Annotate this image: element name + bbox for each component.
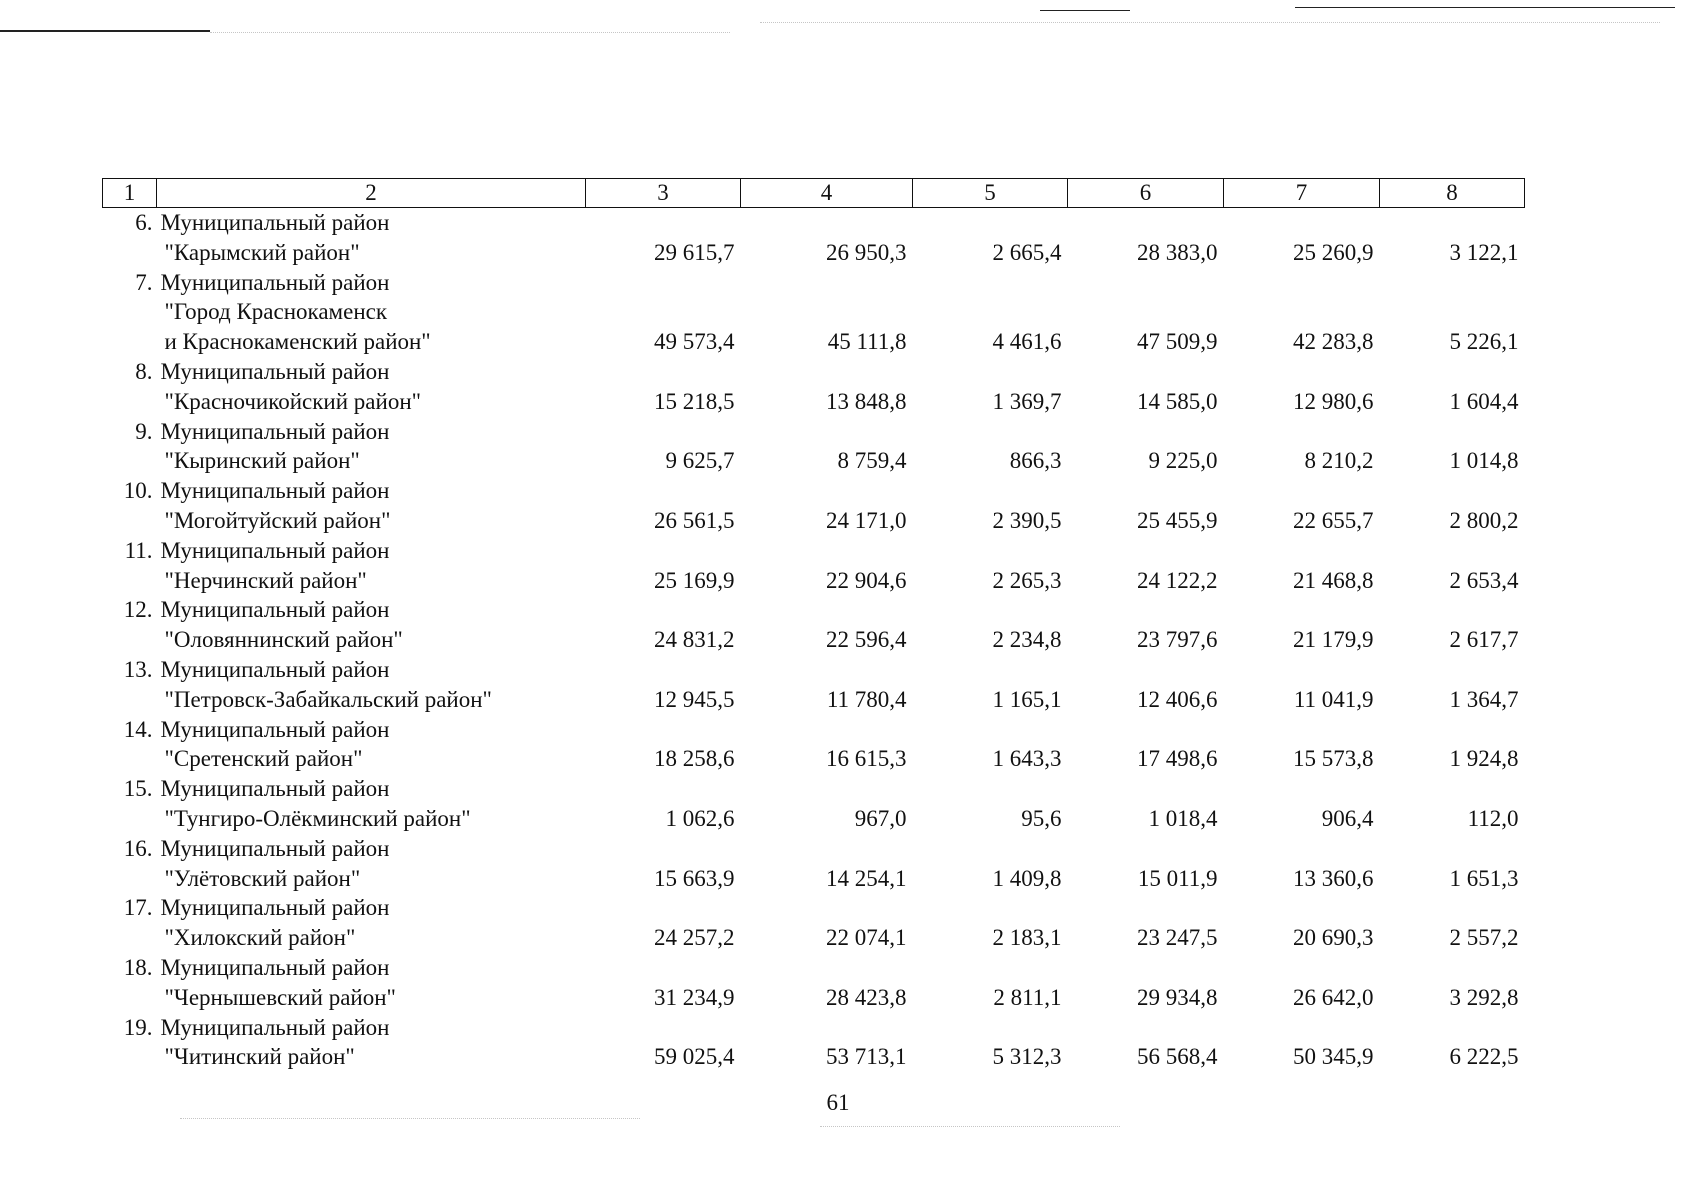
value-cell: 1 604,4 [1449, 388, 1519, 414]
column-header: 1 [103, 179, 157, 208]
value-cell: 18 258,6 [654, 746, 735, 772]
value-cell: 12 406,6 [1137, 686, 1218, 712]
value-cell: 15 011,9 [1137, 865, 1218, 891]
value-cell: 13 848,8 [826, 388, 907, 414]
value-cell: 2 665,4 [992, 239, 1062, 265]
district-name-line: "Нерчинский район" [164, 567, 367, 593]
value-cell: 56 568,4 [1137, 1044, 1218, 1070]
value-cell: 15 218,5 [654, 388, 735, 414]
district-name [157, 417, 586, 477]
value-cell: 12 980,6 [1293, 388, 1374, 414]
value-cell: 26 950,3 [826, 239, 907, 265]
district-name-line: Муниципальный район [160, 895, 390, 921]
value-cell: 1 165,1 [992, 686, 1062, 712]
district-name-line: Муниципальный район [160, 716, 390, 742]
value-cell: 22 596,4 [826, 627, 907, 653]
value-cell: 15 573,8 [1293, 746, 1374, 772]
district-name-line: "Хилокский район" [164, 925, 356, 951]
table-row [103, 1013, 1525, 1073]
district-name-line: "Город Краснокаменск [164, 299, 388, 325]
value-cell: 112,0 [1467, 805, 1519, 831]
row-number: 19. [123, 1014, 153, 1040]
table-row [103, 476, 1525, 536]
value-cell: 21 179,9 [1293, 627, 1374, 653]
value-cell: 8 759,4 [837, 448, 907, 474]
district-name-line: Муниципальный район [160, 597, 390, 623]
value-cell: 24 122,2 [1137, 567, 1218, 593]
value-cell: 2 800,2 [1449, 507, 1519, 533]
value-cell: 24 257,2 [654, 925, 735, 951]
district-name-line: "Кыринский район" [164, 448, 360, 474]
table-row [103, 208, 1525, 268]
value-cell: 23 797,6 [1137, 627, 1218, 653]
value-cell: 28 423,8 [826, 984, 907, 1010]
value-cell: 3 292,8 [1449, 984, 1519, 1010]
value-cell: 8 210,2 [1304, 448, 1374, 474]
row-number: 13. [123, 656, 153, 682]
row-number: 8. [135, 358, 153, 384]
value-cell: 25 260,9 [1293, 239, 1374, 265]
value-cell: 5 226,1 [1449, 329, 1519, 355]
value-cell: 13 360,6 [1293, 865, 1374, 891]
district-name-line: Муниципальный район [160, 776, 390, 802]
district-name [157, 893, 586, 953]
value-cell: 1 651,3 [1449, 865, 1519, 891]
value-cell: 1 062,6 [665, 805, 735, 831]
district-name [157, 774, 586, 834]
value-cell: 2 557,2 [1449, 925, 1519, 951]
value-cell: 906,4 [1321, 805, 1374, 831]
district-name-line: Муниципальный район [160, 269, 390, 295]
district-name [157, 536, 586, 596]
value-cell: 25 169,9 [654, 567, 735, 593]
district-name-line: "Карымский район" [164, 239, 360, 265]
value-cell: 49 573,4 [654, 329, 735, 355]
value-cell: 1 924,8 [1449, 746, 1519, 772]
district-name [157, 357, 586, 417]
district-name [157, 655, 586, 715]
table-row [103, 953, 1525, 1013]
value-cell: 95,6 [1021, 805, 1062, 831]
value-cell: 22 655,7 [1293, 507, 1374, 533]
district-name-line: Муниципальный район [160, 210, 390, 235]
value-cell: 2 265,3 [992, 567, 1062, 593]
scan-noise [820, 1126, 1120, 1128]
value-cell: 11 780,4 [826, 686, 907, 712]
budget-table [102, 178, 1525, 1072]
district-name-line: "Улётовский район" [164, 865, 361, 891]
table-row [103, 893, 1525, 953]
district-name-line: "Сретенский район" [164, 746, 363, 772]
value-cell: 2 653,4 [1449, 567, 1519, 593]
page-number: 61 [826, 1090, 850, 1115]
row-number: 11. [124, 537, 153, 563]
value-cell: 9 625,7 [665, 448, 735, 474]
table-body [103, 208, 1525, 1073]
row-number: 6. [135, 210, 153, 235]
value-cell: 17 498,6 [1137, 746, 1218, 772]
column-header: 5 [913, 179, 1068, 208]
value-cell: 2 811,1 [993, 984, 1062, 1010]
scan-edge-line [1295, 7, 1675, 8]
table-row [103, 536, 1525, 596]
value-cell: 14 254,1 [826, 865, 907, 891]
row-number: 9. [135, 418, 153, 444]
value-cell: 59 025,4 [654, 1044, 735, 1070]
value-cell: 42 283,8 [1293, 329, 1374, 355]
district-name-line: Муниципальный район [160, 418, 390, 444]
district-name-line: "Оловяннинский район" [164, 627, 403, 653]
value-cell: 4 461,6 [992, 329, 1062, 355]
district-name-line: "Чернышевский район" [164, 984, 396, 1010]
value-cell: 2 234,8 [992, 627, 1062, 653]
district-name-line: Муниципальный район [160, 478, 390, 504]
scan-noise [760, 22, 1660, 24]
value-cell: 24 171,0 [826, 507, 907, 533]
district-name [157, 953, 586, 1013]
table-row [103, 834, 1525, 894]
value-cell: 25 455,9 [1137, 507, 1218, 533]
table-row [103, 595, 1525, 655]
value-cell: 31 234,9 [654, 984, 735, 1010]
district-name-line: и Краснокаменский район" [164, 329, 431, 355]
value-cell: 1 409,8 [992, 865, 1062, 891]
row-number: 16. [123, 835, 153, 861]
district-name-line: "Красночикойский район" [164, 388, 422, 414]
value-cell: 866,3 [1009, 448, 1062, 474]
value-cell: 1 018,4 [1148, 805, 1218, 831]
value-cell: 24 831,2 [654, 627, 735, 653]
value-cell: 21 468,8 [1293, 567, 1374, 593]
value-cell: 5 312,3 [992, 1044, 1062, 1070]
value-cell: 53 713,1 [826, 1044, 907, 1070]
value-cell: 23 247,5 [1137, 925, 1218, 951]
district-name-line: Муниципальный район [160, 656, 390, 682]
value-cell: 47 509,9 [1137, 329, 1218, 355]
value-cell: 9 225,0 [1148, 448, 1218, 474]
value-cell: 26 561,5 [654, 507, 735, 533]
value-cell: 22 074,1 [826, 925, 907, 951]
row-number: 12. [123, 597, 153, 623]
column-header: 4 [741, 179, 913, 208]
value-cell: 2 183,1 [992, 925, 1062, 951]
district-name-line: Муниципальный район [160, 358, 390, 384]
table-row [103, 655, 1525, 715]
value-cell: 28 383,0 [1137, 239, 1218, 265]
value-cell: 20 690,3 [1293, 925, 1374, 951]
district-name-line: "Тунгиро-Олёкминский район" [164, 805, 471, 831]
value-cell: 1 643,3 [992, 746, 1062, 772]
column-number-row [103, 179, 1525, 208]
value-cell: 45 111,8 [827, 329, 907, 355]
district-name-line: "Петровск-Забайкальский район" [164, 686, 492, 712]
district-name [157, 208, 586, 268]
table-row [103, 417, 1525, 477]
district-name-line: Муниципальный район [160, 835, 390, 861]
district-name-line: Муниципальный район [160, 537, 390, 563]
value-cell: 2 390,5 [992, 507, 1062, 533]
table-row [103, 357, 1525, 417]
value-cell: 3 122,1 [1449, 239, 1519, 265]
district-name-line: "Читинский район" [164, 1044, 355, 1070]
table-row [103, 268, 1525, 357]
district-name [157, 595, 586, 655]
column-header: 8 [1380, 179, 1525, 208]
value-cell: 1 369,7 [992, 388, 1062, 414]
value-cell: 29 934,8 [1137, 984, 1218, 1010]
value-cell: 22 904,6 [826, 567, 907, 593]
value-cell: 1 364,7 [1449, 686, 1519, 712]
row-number: 18. [123, 954, 153, 980]
value-cell: 14 585,0 [1137, 388, 1218, 414]
scan-edge-line [1040, 10, 1130, 11]
district-name [157, 1013, 586, 1073]
district-name [157, 834, 586, 894]
district-name [157, 476, 586, 536]
column-header: 7 [1224, 179, 1380, 208]
column-header: 2 [157, 179, 586, 208]
value-cell: 11 041,9 [1293, 686, 1374, 712]
value-cell: 1 014,8 [1449, 448, 1519, 474]
value-cell: 29 615,7 [654, 239, 735, 265]
row-number: 15. [123, 776, 153, 802]
district-name-line: Муниципальный район [160, 954, 390, 980]
value-cell: 12 945,5 [654, 686, 735, 712]
value-cell: 967,0 [854, 805, 907, 831]
district-name [157, 715, 586, 775]
table-row [103, 715, 1525, 775]
row-number: 14. [123, 716, 153, 742]
row-number: 7. [135, 269, 153, 295]
scan-noise [210, 32, 730, 34]
value-cell: 16 615,3 [826, 746, 907, 772]
value-cell: 26 642,0 [1293, 984, 1374, 1010]
scan-edge-line [0, 30, 210, 32]
value-cell: 2 617,7 [1449, 627, 1519, 653]
value-cell: 6 222,5 [1449, 1044, 1519, 1070]
row-number: 17. [123, 895, 153, 921]
district-name-line: Муниципальный район [160, 1014, 390, 1040]
value-cell: 50 345,9 [1293, 1044, 1374, 1070]
column-header: 6 [1068, 179, 1224, 208]
table-row [103, 774, 1525, 834]
value-cell: 15 663,9 [654, 865, 735, 891]
district-name-line: "Могойтуйский район" [164, 507, 391, 533]
district-name [157, 268, 586, 357]
scan-noise [180, 1118, 640, 1120]
column-header: 3 [586, 179, 741, 208]
row-number: 10. [123, 478, 153, 504]
